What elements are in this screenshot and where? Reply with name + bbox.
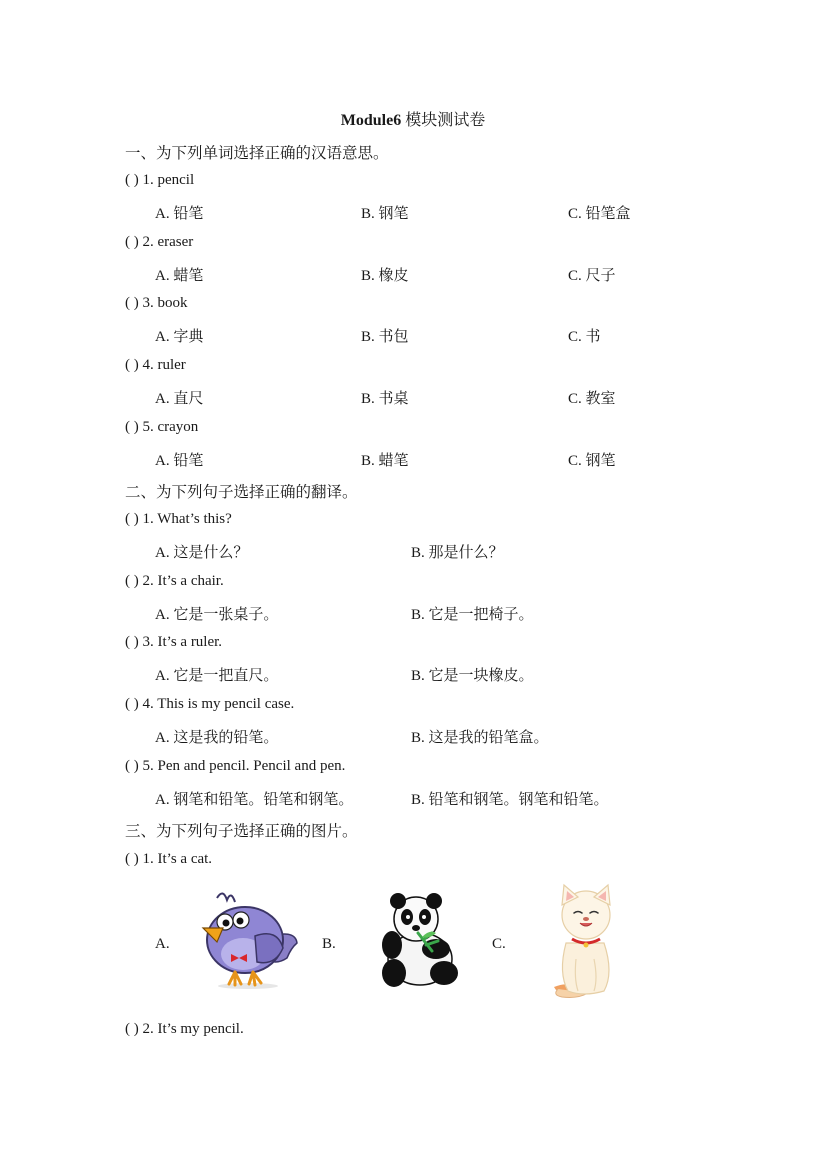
question-2-2: ( ) 2. It’s a chair. [125, 573, 224, 589]
option-a: A. 蜡笔 [155, 268, 204, 284]
option-c: C. 书 [568, 329, 601, 345]
option-b: B. 蜡笔 [361, 453, 409, 469]
option-a: A. 这是什么？ [155, 545, 249, 561]
question-1-2: ( ) 2. eraser [125, 234, 194, 250]
option-c: C. 钢笔 [568, 453, 616, 469]
option-a: A. 直尺 [155, 391, 204, 407]
option-a: A. 铅笔 [155, 453, 204, 469]
question-1-4: ( ) 4. ruler [125, 357, 186, 373]
option-a: A. 它是一张桌子。 [155, 607, 279, 623]
question-3-1: ( ) 1. It’s a cat. [125, 851, 213, 867]
option-a: A. 这是我的铅笔。 [155, 730, 279, 746]
option-a: A. 铅笔 [155, 206, 204, 222]
question-1-5: ( ) 5. crayon [125, 419, 199, 435]
bird-picture [195, 888, 301, 990]
section-3-heading: 三、为下列句子选择正确的图片。 [125, 823, 358, 840]
option-b: B. 这是我的铅笔盒。 [411, 730, 549, 746]
section-2-heading: 二、为下列句子选择正确的翻译。 [125, 484, 358, 501]
question-3-2: ( ) 2. It’s my pencil. [125, 1021, 244, 1037]
page-title: Module6 模块测试卷 [340, 112, 486, 129]
question-1-1: ( ) 1. pencil [125, 172, 195, 188]
option-b: B. 铅笔和钢笔。钢笔和铅笔。 [411, 792, 609, 808]
picture-label-b: B. [322, 936, 336, 952]
picture-label-a: A. [155, 936, 170, 952]
question-1-3: ( ) 3. book [125, 295, 188, 311]
option-c: C. 尺子 [568, 268, 616, 284]
cat-picture [548, 883, 624, 1000]
question-2-5: ( ) 5. Pen and pencil. Pencil and pen. [125, 758, 346, 774]
option-a: A. 字典 [155, 329, 204, 345]
picture-label-c: C. [492, 936, 506, 952]
option-b: B. 它是一块橡皮。 [411, 668, 534, 684]
question-2-3: ( ) 3. It’s a ruler. [125, 634, 223, 650]
option-a: A. 它是一把直尺。 [155, 668, 279, 684]
option-b: B. 钢笔 [361, 206, 409, 222]
section-1-heading: 一、为下列单词选择正确的汉语意思。 [125, 145, 389, 162]
panda-picture [380, 893, 460, 989]
option-b: B. 书包 [361, 329, 409, 345]
question-2-1: ( ) 1. What’s this? [125, 511, 232, 527]
option-b: B. 那是什么？ [411, 545, 504, 561]
option-b: B. 它是一把椅子。 [411, 607, 534, 623]
option-a: A. 钢笔和铅笔。铅笔和钢笔。 [155, 792, 354, 808]
question-2-4: ( ) 4. This is my pencil case. [125, 696, 295, 712]
option-c: C. 教室 [568, 391, 616, 407]
option-c: C. 铅笔盒 [568, 206, 631, 222]
option-b: B. 书桌 [361, 391, 409, 407]
option-b: B. 橡皮 [361, 268, 409, 284]
